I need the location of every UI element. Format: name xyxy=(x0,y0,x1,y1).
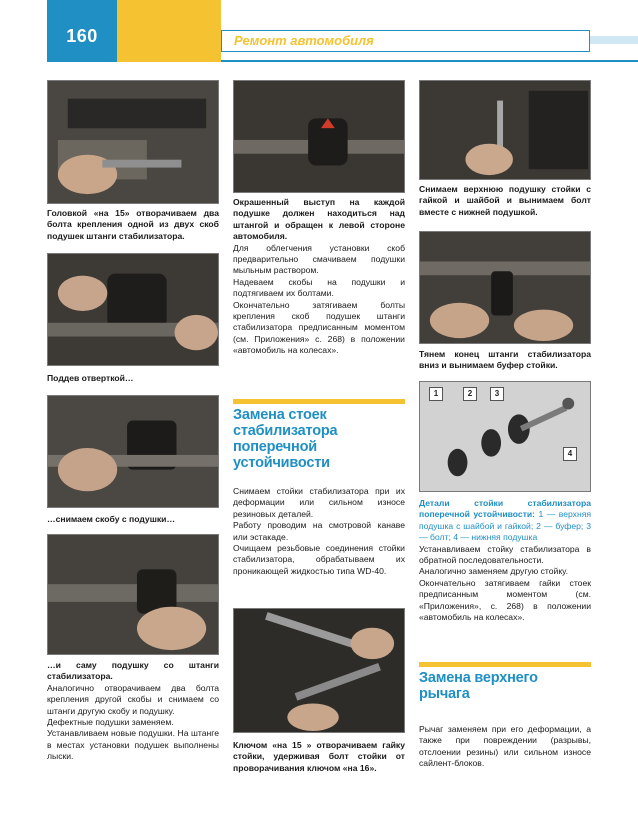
col3-text-mid xyxy=(419,498,591,623)
page-number: 160 xyxy=(66,26,98,46)
section-title-upper-arm: Замена верхнего рычага xyxy=(419,670,538,702)
running-header-title: Ремонт автомобиля xyxy=(234,33,374,48)
paragraph: Снимаем стойки стабилизатора при их деформации или сильном износе резиновых деталей. xyxy=(233,486,405,519)
running-header xyxy=(221,30,590,52)
caption-6: Ключом «на 15 » отворачиваем гайку стойки, удерживая болт стойки от проворачивания ключом «на 16». xyxy=(233,740,405,773)
col2-text-top xyxy=(233,197,405,357)
photo-painted-tab xyxy=(233,80,405,193)
paragraph: Устанавливаем новые подушки. На штанге в местах установки подушек выполнены лыски. xyxy=(47,728,219,762)
paragraph: Устанавливаем стойку стабилизатора в обратной последовательности. xyxy=(419,543,591,566)
photo-remove-bracket xyxy=(47,395,219,508)
photo-wrench xyxy=(233,608,405,733)
photo-remove-cushion xyxy=(47,534,219,655)
col1-text xyxy=(47,660,219,763)
part-tag-3: 3 xyxy=(490,387,504,401)
paragraph: Аналогично заменяем другую стойку. xyxy=(419,566,569,577)
caption-4: …и саму подушку со штанги стабилизатора. xyxy=(47,660,219,682)
paragraph: Надеваем скобы на подушки и подтягиваем их болтами. xyxy=(233,276,405,299)
figure-legend xyxy=(419,498,591,544)
caption-5: Окрашенный выступ на каждой подушке должен находиться над штангой и обращен к левой стороне автомобиля. xyxy=(233,197,405,242)
paragraph: Окончательно затягиваем гайки стоек предписанным моментом (см. «Приложения», с. 268) в положении «автомобиль на колесах». xyxy=(419,577,591,623)
paragraph: Окончательно затягиваем болты крепления скоб подушек штанги стабилизатора предписанным моментом (см. Приложения» с. 268) в положении «автомобиль на колесах». xyxy=(233,299,405,356)
caption-8: Тянем конец штанги стабилизатора вниз и вынимаем буфер стойки. xyxy=(419,349,591,371)
paragraph: Рычаг заменяем при его деформации, а также при повреждении (разрывы, отслоении резины) или сильном износе сайлент-блоков. xyxy=(419,724,591,769)
section-rule xyxy=(233,399,405,404)
figure-legend-items: 1 — верхняя подушка с шайбой и гайкой; 2 — буфер; 3 — болт; 4 — нижняя подушка xyxy=(419,509,592,543)
section-title-stabilizer-links: Замена стоек стабилизатора поперечной устойчивости xyxy=(233,407,338,471)
header-rule xyxy=(221,60,638,62)
part-tag-1: 1 xyxy=(429,387,443,401)
paragraph: Аналогично отворачиваем два болта крепления другой скобы и снимаем со штанги другую скобу и подушку. xyxy=(47,682,219,716)
caption-3: …снимаем скобу с подушки… xyxy=(47,514,176,524)
photo-remove-bolt xyxy=(419,80,591,180)
photo-link-parts xyxy=(419,381,591,492)
paragraph: Для облегчения установки скоб предварительно смачиваем подушки мыльным раствором. xyxy=(233,242,405,276)
part-tag-2: 2 xyxy=(463,387,477,401)
photo-screwdriver xyxy=(47,253,219,366)
header-tab xyxy=(590,36,638,44)
paragraph: Очищаем резьбовые соединения стойки стабилизатора, обрабатываем их проникающей жидкостью типа WD-40. xyxy=(233,543,405,576)
col3-text-bottom xyxy=(419,724,591,770)
section-rule xyxy=(419,662,591,667)
header-accent-block xyxy=(117,0,221,62)
page-number-block xyxy=(47,0,117,62)
part-tag-4: 4 xyxy=(563,447,577,461)
figure-legend-title: Детали стойки стабилизатора поперечной устойчивости: xyxy=(419,498,591,520)
paragraph: Дефектные подушки заменяем. xyxy=(47,717,174,728)
caption-1: Головкой «на 15» отворачиваем два болта крепления одной из двух скоб подушек штанги стабилизатора. xyxy=(47,208,219,241)
caption-7: Снимаем верхнюю подушку стойки с гайкой и шайбой и вынимаем болт вместе с нижней подушкой. xyxy=(419,184,591,217)
paragraph: Работу проводим на смотровой канаве или эстакаде. xyxy=(233,520,405,542)
col2-text-mid xyxy=(233,486,405,577)
caption-2: Поддев отверткой… xyxy=(47,373,134,383)
photo-pull-bar xyxy=(419,231,591,344)
photo-bracket-bolts xyxy=(47,80,219,204)
